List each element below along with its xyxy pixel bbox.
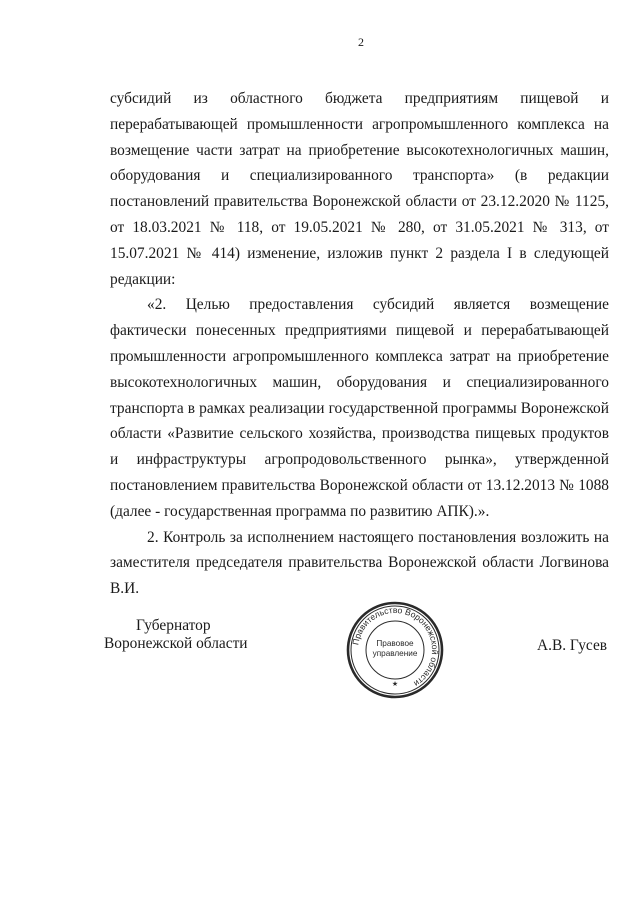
- page-number: 2: [358, 35, 364, 49]
- stamp-center-line1: Правовое: [376, 639, 414, 648]
- stamp-star-icon: ★: [391, 680, 399, 688]
- signatory-title: [104, 617, 248, 653]
- signatory-title-line1: Губернатор: [136, 617, 211, 634]
- paragraph-control: 2. Контроль за исполнением настоящего постановления возложить на заместителя председателя правительства Воронежской области Логвинова В.И.: [110, 528, 609, 598]
- stamp-seal: [345, 600, 445, 700]
- signatory-title-line2: Воронежской области: [104, 635, 248, 652]
- paragraph-subsidy-amendment: субсидий из областного бюджета предприятиям пищевой и перерабатывающей промышленности агропромышленного комплекса на возмещение части затрат на приобретение высокотехнологичных машин, оборудования и специализированного транспорта» (в редакции постановлений правительства Воронежской области от 23.12.2020 № 1125, от 18.03.2021 № 118, от 19.05.2021 № 280, от 31.05.2021 № 313, от 15.07.2021 № 414) изменение, изложив пункт 2 раздела I в следующей редакции:: [110, 90, 609, 288]
- stamp-center-line2: управление: [372, 649, 418, 658]
- signatory-name: А.В. Гусев: [537, 637, 608, 654]
- paragraph-purpose-quote: «2. Целью предоставления субсидий является возмещение фактически понесенных предприятиями пищевой и перерабатывающей промышленности агропромышленного комплекса затрат на приобретение высокотехнологичных машин, оборудования и специализированного транспорта в рамках реализации государственной программы Воронежской области «Развитие сельского хозяйства, производства пищевых продуктов и инфраструктуры агропродовольственного рынка», утвержденной постановлением правительства Воронежской области от 13.12.2013 № 1088 (далее - государственная программа по развитию АПК).».: [110, 296, 609, 520]
- document-body: [110, 86, 609, 602]
- stamp-ring-text: Правительство Воронежской области: [350, 604, 441, 689]
- official-stamp: [345, 600, 445, 700]
